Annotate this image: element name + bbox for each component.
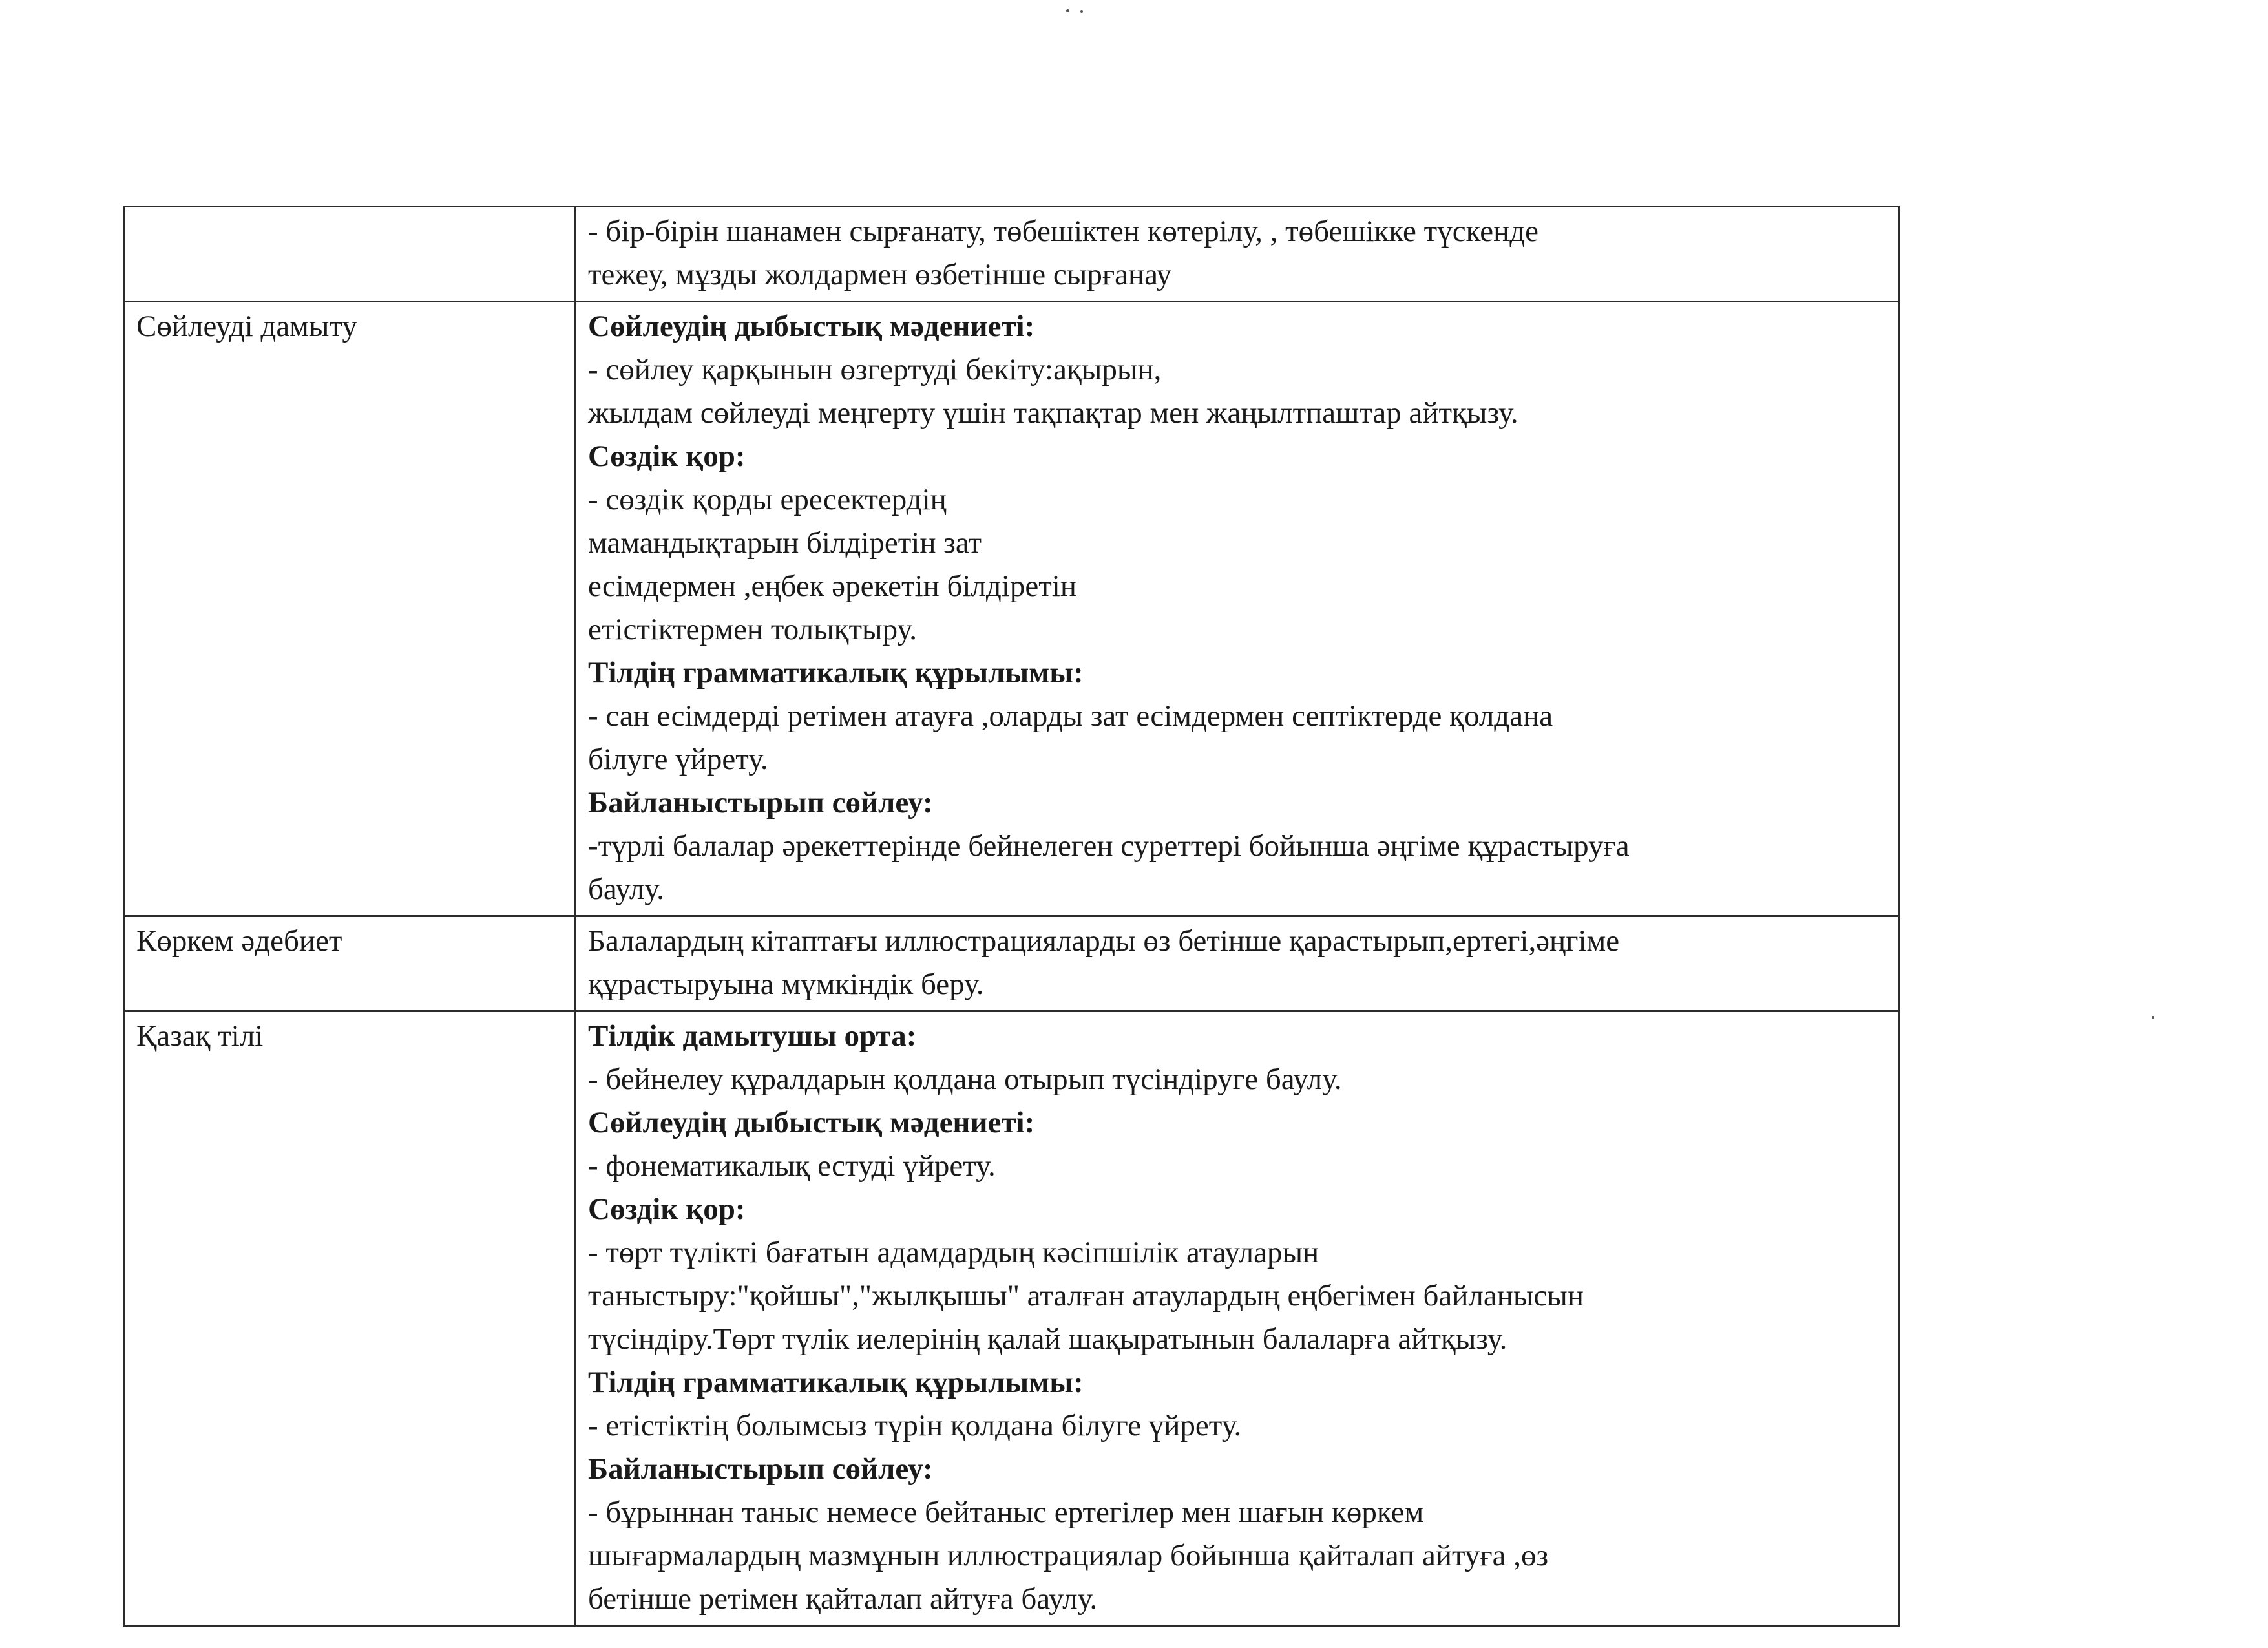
- text-line: Балалардың кітаптағы иллюстрацияларды өз бетінше қарастырып,ертегі,әңгіме: [588, 924, 1620, 958]
- text-line: құрастыруына мүмкіндік беру.: [588, 967, 984, 1001]
- text-line: - сан есімдерді ретімен атауға ,оларды зат есімдермен септіктерде қолдана: [588, 699, 1553, 733]
- text-line: мамандықтарын білдіретін зат: [588, 526, 982, 560]
- text-line: баулу.: [588, 872, 664, 906]
- content-cell: [576, 1011, 1899, 1626]
- text-line: жылдам сөйлеуді меңгерту үшін тақпақтар мен жаңылтпаштар айтқызу.: [588, 396, 1518, 430]
- text-line: етістіктермен толықтыру.: [588, 613, 918, 646]
- scan-speck: [1066, 9, 1069, 12]
- table-row: [124, 207, 1899, 302]
- subject-area-cell: Қазақ тілі: [124, 1011, 576, 1626]
- section-heading: Сөйлеудің дыбыстық мәдениеті:: [588, 1106, 1035, 1139]
- text-line: - төрт түлікті бағатын адамдардың кәсіпшілік атауларын: [588, 1236, 1319, 1269]
- text-line: бетінше ретімен қайталап айтуға баулу.: [588, 1582, 1098, 1616]
- text-line: тежеу, мұзды жолдармен өзбетінше сырғанау: [588, 258, 1172, 291]
- text-line: - бұрыннан таныс немесе бейтаныс ертегілер мен шағын көркем: [588, 1495, 1424, 1529]
- content-cell: [576, 916, 1899, 1011]
- scan-speck: [1080, 10, 1083, 13]
- content-cell: [576, 207, 1899, 302]
- table-row: [124, 916, 1899, 1011]
- section-heading: Тілдің грамматикалық құрылымы:: [588, 656, 1084, 690]
- section-heading: Сөйлеудің дыбыстық мәдениеті:: [588, 310, 1035, 343]
- text-line: - етістіктің болымсыз түрін қолдана білуге үйрету.: [588, 1409, 1242, 1442]
- text-line: - бір-бірін шанамен сырғанату, төбешіктен көтерілу, , төбешікке түскенде: [588, 215, 1539, 248]
- text-line: шығармалардың мазмұнын иллюстрациялар бойынша қайталап айтуға ,өз: [588, 1539, 1549, 1572]
- section-heading: Сөздік қор:: [588, 439, 746, 473]
- text-line: есімдермен ,еңбек әрекетін білдіретін: [588, 569, 1077, 603]
- table-row: [124, 1011, 1899, 1626]
- text-line: түсіндіру.Төрт түлік иелерінің қалай шақыратынын балаларға айтқызу.: [588, 1322, 1507, 1356]
- subject-area-cell: Сөйлеуді дамыту: [124, 302, 576, 916]
- text-line: - сөйлеу қарқынын өзгертуді бекіту:ақырын,: [588, 353, 1162, 386]
- text-line: - бейнелеу құралдарын қолдана отырып түсіндіруге баулу.: [588, 1062, 1342, 1096]
- subject-area-cell: [124, 207, 576, 302]
- curriculum-table-body: [124, 207, 1899, 1626]
- section-heading: Тілдік дамытушы орта:: [588, 1019, 917, 1053]
- text-line: -түрлі балалар әрекеттерінде бейнелеген суреттері бойынша әңгіме құрастыруға: [588, 829, 1630, 863]
- subject-area-cell: Көркем әдебиет: [124, 916, 576, 1011]
- table-row: [124, 302, 1899, 916]
- text-line: таныстыру:"қойшы","жылқышы" аталған атаулардың еңбегімен байланысын: [588, 1279, 1584, 1313]
- text-line: - фонематикалық естуді үйрету.: [588, 1149, 996, 1183]
- curriculum-table: [123, 206, 1900, 1627]
- text-line: - сөздік қорды ересектердің: [588, 483, 947, 516]
- scan-speck: [2152, 1016, 2154, 1019]
- text-line: білуге үйрету.: [588, 743, 768, 776]
- section-heading: Сөздік қор:: [588, 1192, 746, 1226]
- content-cell: [576, 302, 1899, 916]
- section-heading: Байланыстырып сөйлеу:: [588, 1452, 933, 1486]
- section-heading: Байланыстырып сөйлеу:: [588, 786, 933, 819]
- section-heading: Тілдің грамматикалық құрылымы:: [588, 1366, 1084, 1399]
